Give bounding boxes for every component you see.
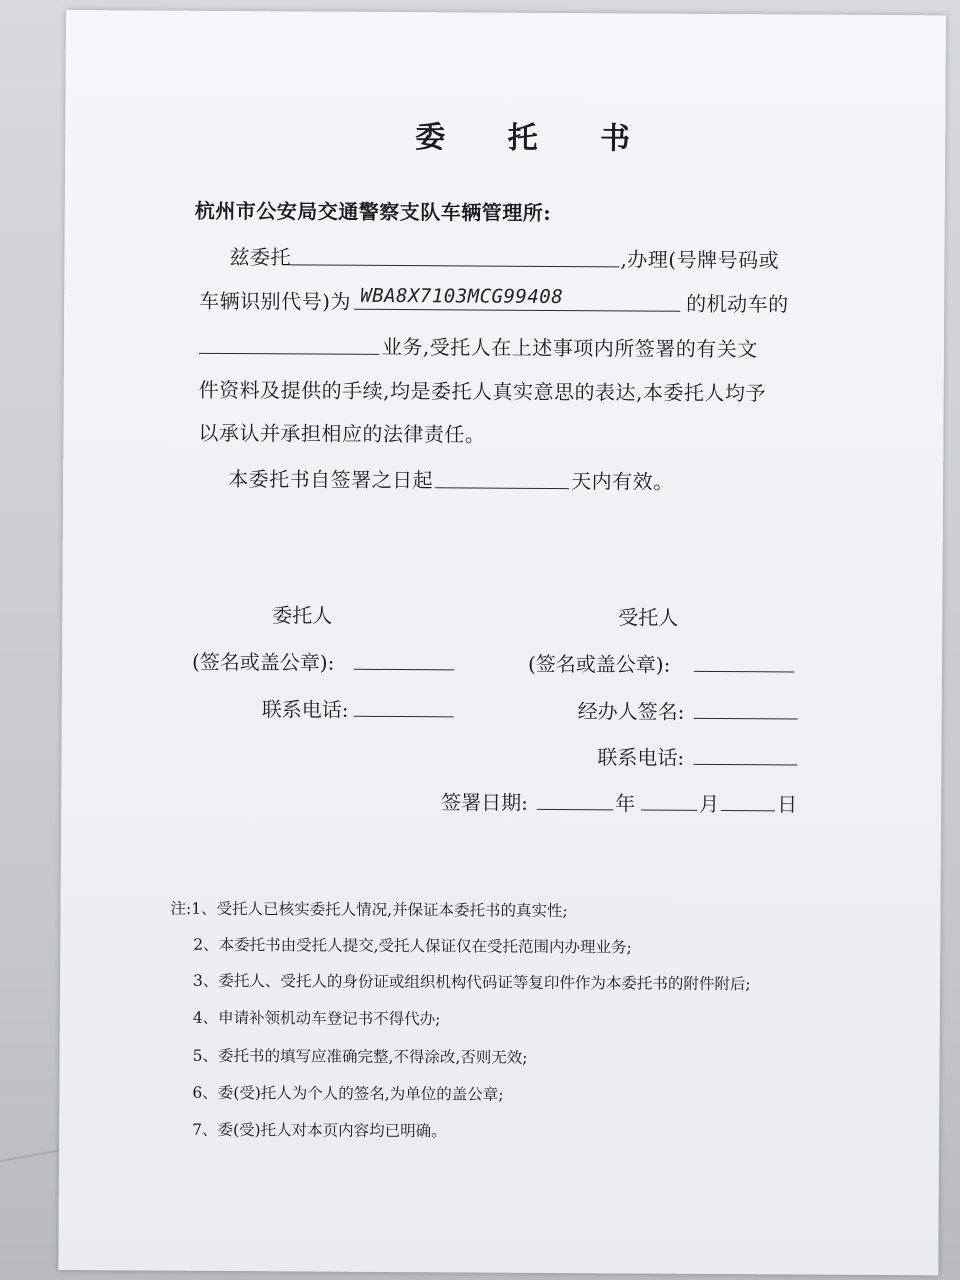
principal-sign-label: (签名或盖公章): <box>191 649 335 675</box>
agent-handler-label: 经办人签名: <box>577 699 685 724</box>
date-day-label: 日 <box>777 792 798 817</box>
validity-start: 本委托书自签署之日起 <box>228 466 434 493</box>
principal-phone-label: 联系电话: <box>261 697 349 722</box>
handwritten-vin: WBA8X7103MCG99408 <box>360 284 564 309</box>
addressee: 杭州市公安局交通警察支队车辆管理所: <box>194 198 552 225</box>
principal-phone-blank[interactable] <box>354 715 454 718</box>
date-label: 签署日期: <box>441 790 528 815</box>
business-type-blank[interactable] <box>199 352 379 355</box>
agent-sign-blank[interactable] <box>694 670 794 673</box>
note-item: 3、委托人、受托人的身份证或组织机构代码证等复印件作为本委托书的附件附后; <box>193 971 751 994</box>
principal-sign-blank[interactable] <box>354 668 454 671</box>
paragraph-line1-start: 兹委托 <box>229 245 292 270</box>
agent-handler-blank[interactable] <box>694 717 798 720</box>
date-day-blank[interactable] <box>721 809 775 811</box>
note-item: 2、本委托书由受托人提交,受托人保证仅在受托范围内办理业务; <box>193 935 632 957</box>
vin-blank[interactable] <box>354 308 680 312</box>
date-year-label: 年 <box>615 791 636 816</box>
paragraph-line4: 件资料及提供的手续,均是委托人真实意思的表达,本委托人均予 <box>198 377 766 406</box>
paragraph-line2-start: 车辆识别代号)为 <box>199 288 352 314</box>
note-item: 5、委托书的填写应准确完整,不得涂改,否则无效; <box>192 1046 528 1067</box>
date-month-blank[interactable] <box>641 809 697 811</box>
paragraph-line3: 业务,受托人在上述事项内所签署的有关文 <box>381 334 758 362</box>
paper-sheet <box>58 10 946 1275</box>
paragraph-line1-end: ,办理(号牌号码或 <box>620 247 780 273</box>
validity-end: 天内有效。 <box>571 469 674 494</box>
note-item: 4、申请补领机动车登记书不得代办; <box>192 1008 441 1029</box>
note-item: 6、委(受)托人为个人的签名,为单位的盖公章; <box>192 1083 504 1104</box>
principal-heading: 委托人 <box>272 603 333 628</box>
agent-heading: 受托人 <box>618 605 679 630</box>
note-item: 7、委(受)托人对本页内容均已明确。 <box>192 1120 447 1141</box>
document-title: 委 托 书 <box>415 120 657 157</box>
agent-phone-blank[interactable] <box>693 763 797 766</box>
paragraph-line2-end: 的机动车的 <box>686 291 789 317</box>
entrusted-party-blank[interactable] <box>289 263 619 267</box>
agent-phone-label: 联系电话: <box>597 745 685 770</box>
agent-sign-label: (签名或盖公章): <box>527 651 671 677</box>
paragraph-line5: 以承认并承担相应的法律责任。 <box>198 420 486 447</box>
validity-days-blank[interactable] <box>435 486 569 489</box>
date-year-blank[interactable] <box>537 808 613 810</box>
date-month-label: 月 <box>699 791 720 817</box>
note-item: 注:1、受托人已核实委托人情况,并保证本委托书的真实性; <box>170 899 568 921</box>
